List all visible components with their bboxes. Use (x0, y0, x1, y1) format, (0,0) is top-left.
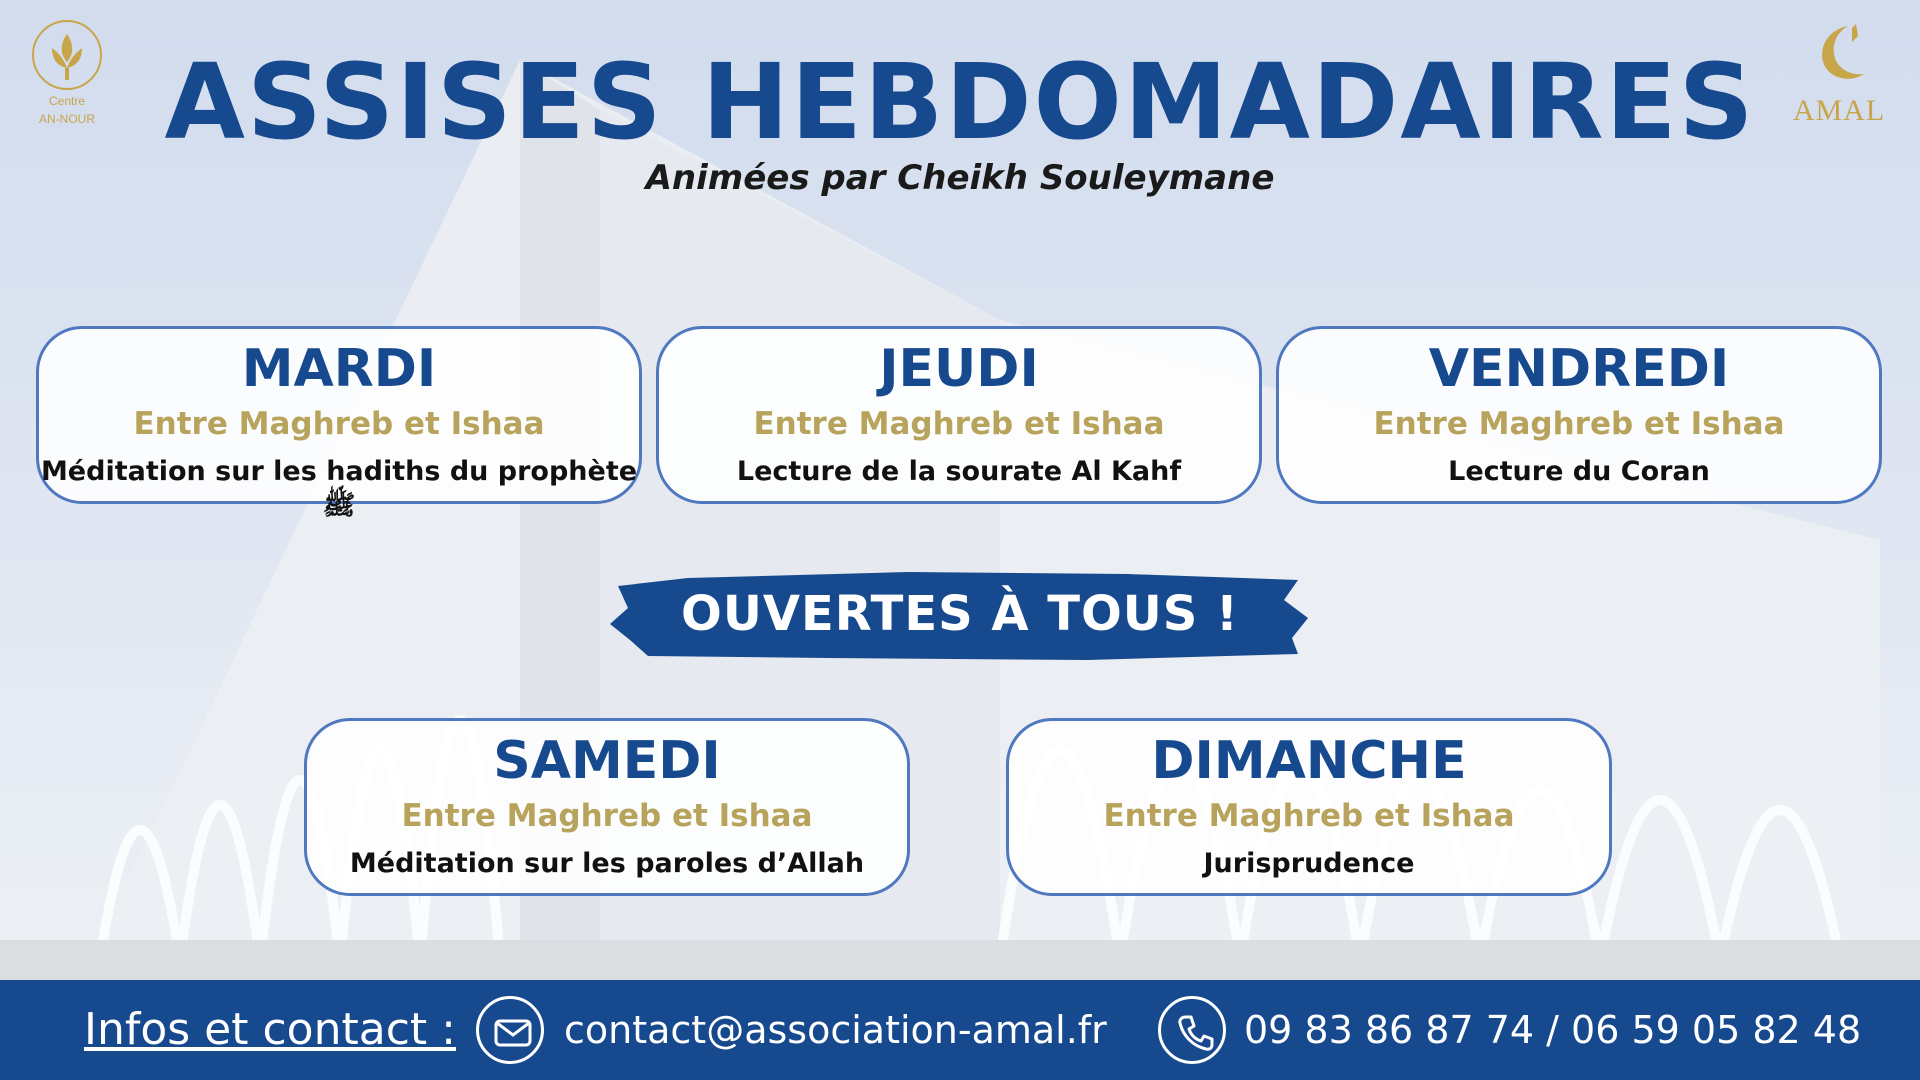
session-card-mardi (36, 326, 642, 521)
session-description: Lecture de la sourate Al Kahf (736, 456, 1182, 487)
session-day: MARDI (241, 339, 437, 399)
session-card-dimanche (1006, 718, 1612, 896)
contact-label: Infos et contact : (84, 1004, 456, 1055)
session-card-vendredi (1276, 326, 1882, 504)
page-title: ASSISES HEBDOMADAIRES (164, 41, 1756, 163)
envelope-icon (476, 996, 544, 1064)
session-description: Lecture du Coran (1448, 456, 1710, 487)
contact-phone-numbers[interactable]: 09 83 86 87 74 / 06 59 05 82 48 (1244, 1008, 1862, 1052)
session-description: Méditation sur les paroles d’Allah (349, 848, 865, 879)
session-card-samedi (304, 718, 910, 896)
session-time: Entre Maghreb et Ishaa (133, 406, 545, 442)
session-time: Entre Maghreb et Ishaa (401, 798, 813, 834)
logo-left-line1: Centre (48, 94, 86, 108)
banner-text: OUVERTES À TOUS ! (681, 586, 1239, 642)
contact-email-link[interactable]: contact@association-amal.fr (564, 1008, 1107, 1052)
session-day: SAMEDI (493, 731, 721, 791)
session-time: Entre Maghreb et Ishaa (1373, 406, 1785, 442)
session-day: JEUDI (879, 339, 1039, 399)
session-time: Entre Maghreb et Ishaa (1103, 798, 1515, 834)
session-description: Jurisprudence (1203, 848, 1415, 879)
contact-footer (0, 980, 1920, 1080)
amal-logo-text: AMAL (1792, 94, 1886, 127)
session-time: Entre Maghreb et Ishaa (753, 406, 1165, 442)
session-day: DIMANCHE (1151, 731, 1467, 791)
session-card-jeudi (656, 326, 1262, 504)
phone-icon (1158, 996, 1226, 1064)
page-subtitle: Animées par Cheikh Souleymane (645, 158, 1275, 198)
session-description: Méditation sur les hadiths du prophète ﷺ (40, 456, 638, 521)
session-day: VENDREDI (1428, 339, 1730, 399)
logo-left-line2: AN-NOUR (39, 112, 95, 126)
open-to-all-banner (608, 564, 1312, 664)
